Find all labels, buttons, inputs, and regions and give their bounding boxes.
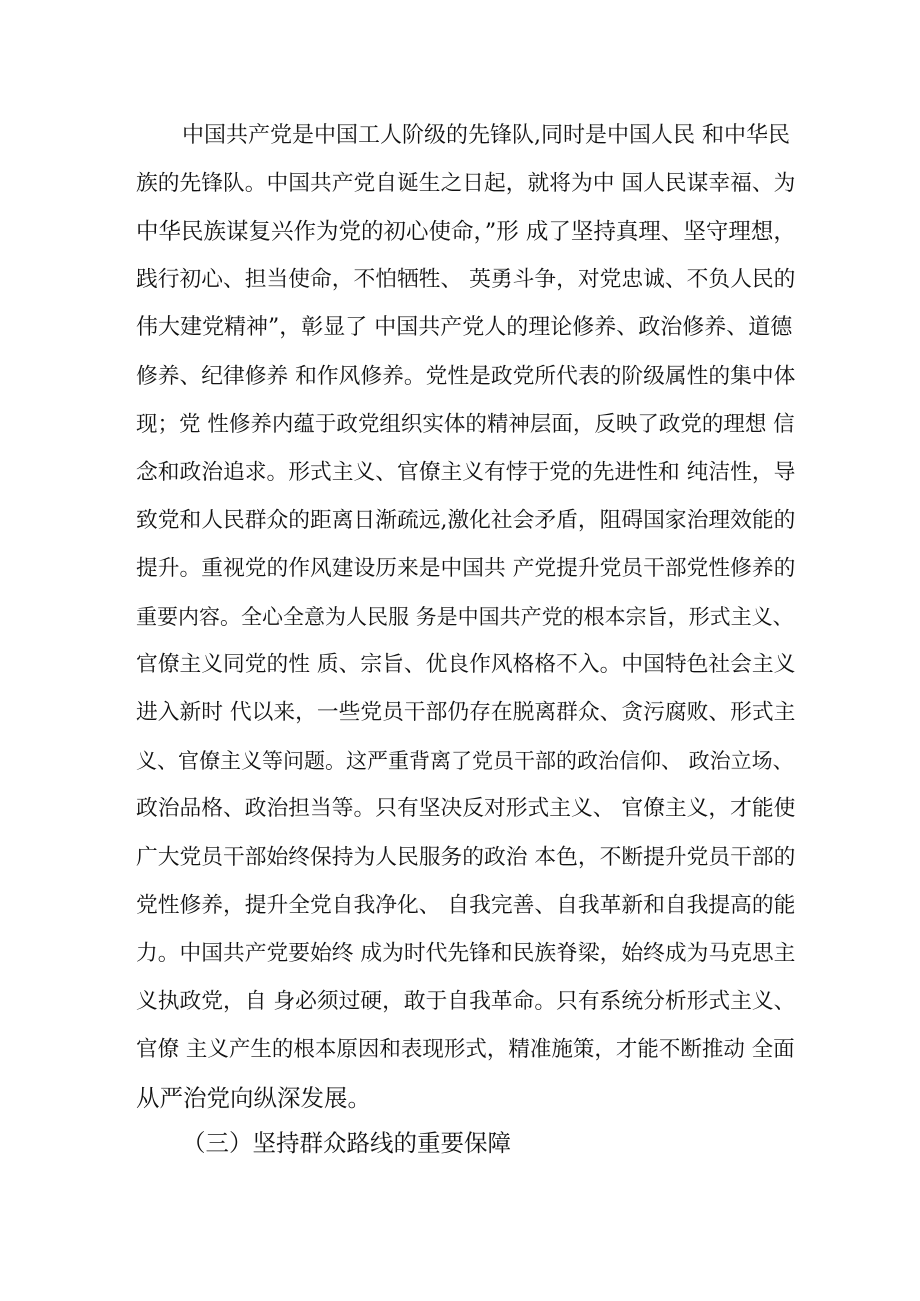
paragraph-line: 中国共产党是中国工人阶级的先锋队,同时是中国人民 和中华民	[182, 123, 790, 148]
paragraph-line: 官僚 主义产生的根本原因和表现形式，精准施策，才能不断推动 全面	[136, 1036, 795, 1062]
paragraph-line: 现；党 性修养内蕴于政党组织实体的精神层面，反映了政党的理想 信	[136, 411, 795, 437]
paragraph-line: 伟大建党精神”，彰显了 中国共产党人的理论修养、政治修养、道德	[136, 315, 793, 341]
paragraph-line: 官僚主义同党的性 质、宗旨、优良作风格格不入。中国特色社会主义	[136, 652, 796, 678]
paragraph-line: 党性修养，提升全党自我净化、 自我完善、自我革新和自我提高的能	[136, 892, 796, 918]
paragraph-line: 中华民族谋复兴作为党的初心使命，”形 成了坚持真理、坚守理想，	[136, 219, 796, 246]
paragraph-line: 提升。重视党的作风建设历来是中国共 产党提升党员干部党性修养的	[136, 555, 796, 581]
paragraph-line: 念和政治追求。形式主义、官僚主义有悖于党的先进性和 纯洁性，导	[136, 459, 796, 485]
paragraph-line: 义执政党，自 身必须过硬，敢于自我革命。只有系统分析形式主义、	[136, 988, 796, 1014]
section-heading: （三）坚持群众路线的重要保障	[182, 1129, 511, 1157]
paragraph-line: 从严治党向纵深发展。	[136, 1084, 371, 1112]
paragraph-line: 致党和人民群众的距离日渐疏远,激化社会矛盾，阻碍国家治理效能的	[136, 507, 796, 533]
paragraph-line: 践行初心、担当使命，不怕牺牲、 英勇斗争，对党忠诚、不负人民的	[136, 267, 796, 293]
paragraph-line: 重要内容。全心全意为人民服 务是中国共产党的根本宗旨，形式主义、	[136, 605, 794, 629]
paragraph-line: 广大党员干部始终保持为人民服务的政治 本色，不断提升党员干部的	[136, 844, 796, 870]
paragraph-line: 政治品格、政治担当等。只有坚决反对形式主义、 官僚主义，才能使	[136, 796, 796, 822]
paragraph-line: 修养、纪律修养 和作风修养。党性是政党所代表的阶级属性的集中体	[136, 363, 796, 389]
paragraph-line: 力。中国共产党要始终 成为时代先锋和民族脊梁，始终成为马克思主	[136, 940, 796, 966]
paragraph-line: 义、官僚主义等问题。这严重背离了党员干部的政治信仰、 政治立场、	[136, 749, 794, 774]
paragraph-line: 族的先锋队。中国共产党自诞生之日起，就将为中 国人民谋幸福、为	[136, 171, 796, 197]
paragraph-line: 进入新时 代以来，一些党员干部仍存在脱离群众、贪污腐败、形式主	[136, 700, 796, 726]
